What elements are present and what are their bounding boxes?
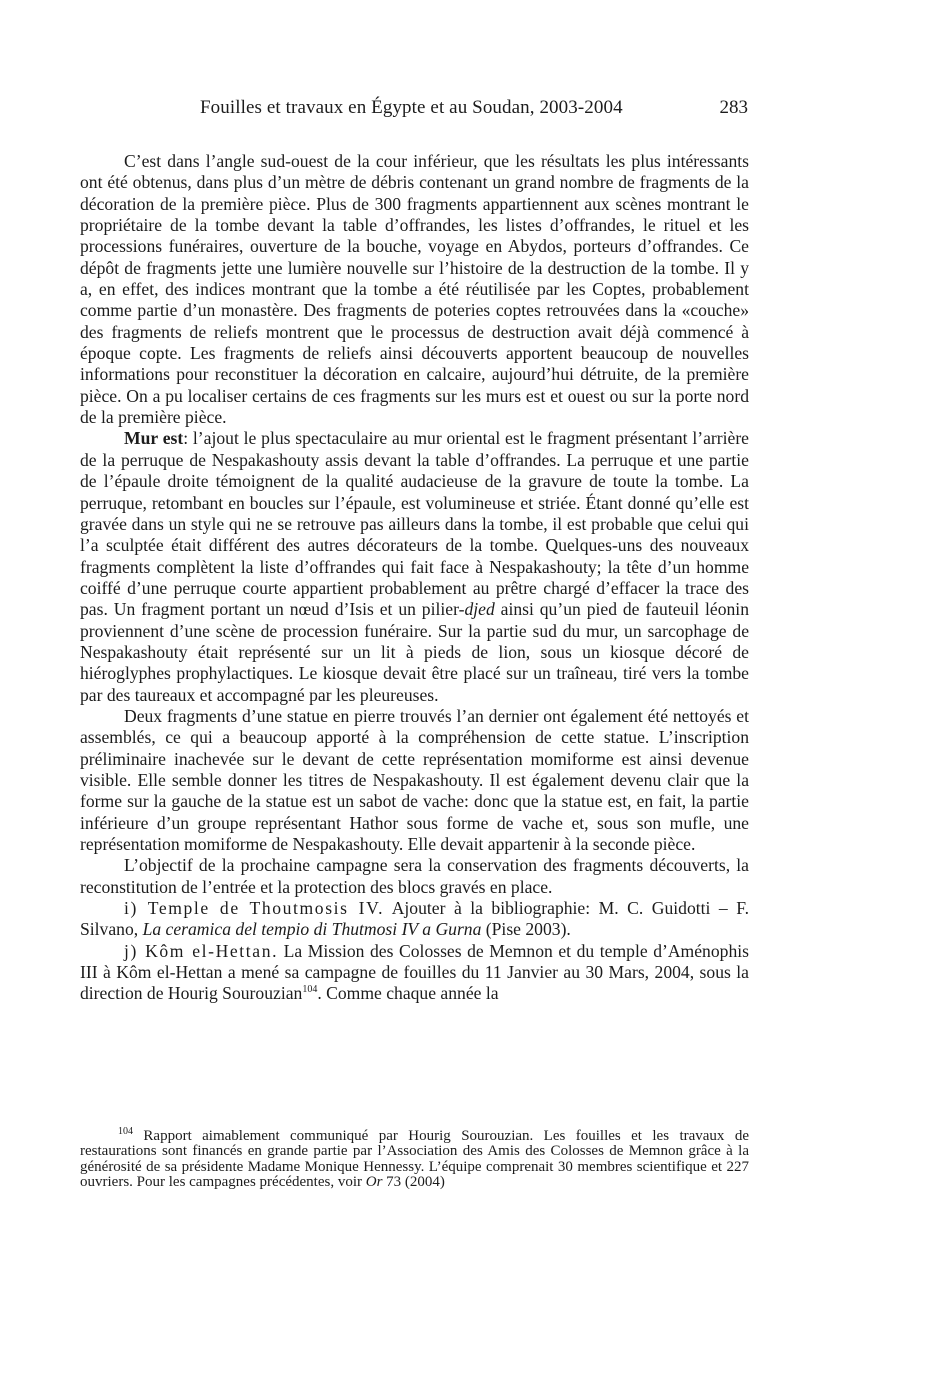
paragraph-kom-el-hettan	[80, 941, 749, 1005]
thoutmosis-text-a: Ajouter à la bibliographie: M. C. Guidotti – F. Silvano,	[80, 898, 749, 940]
paragraph-cour-inferieur: C’est dans l’angle sud-ouest de la cour inférieur, que les résultats les plus intéressants ont été obtenus, dans plus d’un mètre de débris contenant un grand nombre de fragments de la décoration de la première pièce. Plus de 300 fragments appartiennent aux scènes montrant le propriétaire de la tombe devant la table d’offrandes, les listes d’offrandes, le rituel et les processions funéraires, ouverture de la bouche, voyage en Abydos, porteurs d’offrandes. Ce dépôt de fragments jette une lumière nouvelle sur l’histoire de la destruction de la tombe. Il y a, en effet, des indices montrant que la tombe a été réutilisée par les Coptes, probablement comme partie d’un monastère. Des fragments de poteries coptes retrouvées dans la «couche» des fragments de reliefs montrent que le processus de destruction avait déjà commencé à époque copte. Les fragments de reliefs ainsi découverts apportent beaucoup de nouvelles informations pour reconstituer la décoration en calcaire, aujourd’hui détruite, de la première pièce. On a pu localiser certains de ces fragments sur les murs est et ouest ou sur la porte nord de la première pièce.	[80, 151, 749, 428]
paragraph-mur-est	[80, 428, 749, 705]
djed-term: djed	[464, 599, 495, 620]
mur-est-text-a: : l’ajout le plus spectaculaire au mur oriental est le fragment présentant l’arrière de la perruque de Nespakashouty assis devant la table d’offrandes. La perruque et une partie de l’épaule droite témoignent de la qualité audacieuse de la gravure de toute la tombe. La perruque, retombant en boucles sur l’épaule, est volumineuse et striée. Étant donné qu’elle est gravée dans un style qui ne se retrouve pas ailleurs dans la tombe, il est probable que celui qui l’a sculptée était différent des autres décorateurs de la tombe. Quelques-uns des nouveaux fragments complètent la liste d’offrandes qui fait face à Nespakashouty; la tête d’un homme coiffé d’une perruque courte appartient probablement au prêtre chargé d’effacer la trace des pas. Un fragment portant un nœud d’Isis et un pilier-	[80, 428, 749, 620]
thoutmosis-book-title: La ceramica del tempio di Thutmosi IV a Gurna	[142, 919, 482, 940]
footnote-text-b: 73 (2004)	[382, 1174, 445, 1191]
main-text	[80, 151, 749, 1005]
kom-el-hettan-text-b: . Comme chaque année la	[317, 983, 499, 1004]
footnotes	[80, 1126, 749, 1191]
mur-est-text-b: ainsi qu’un pied de fauteuil léonin proviennent d’une scène de procession funéraire. Sur la partie sud du mur, un sarcophage de Nespakashouty était représenté sur un lit à pieds de lion, sous un kiosque décoré de hiéroglyphes prophylactiques. Le kiosque devait être placé sur un traîneau, tiré vers la tombe par des taureaux et accompagné par les pleureuses.	[80, 599, 749, 705]
page-number: 283	[719, 97, 748, 118]
thoutmosis-heading: i) Temple de Thoutmosis IV.	[124, 898, 385, 919]
kom-el-hettan-heading: j) Kôm el-Hettan.	[124, 940, 279, 961]
paragraph-thoutmosis	[80, 898, 749, 941]
footnote-104	[80, 1126, 749, 1191]
kom-el-hettan-text-a: La Mission des Colosses de Memnon et du temple d’Aménophis III à Kôm el-Hettan a mené sa campagne de fouilles du 11 Janvier au 30 Mars, 2004, sous la direction de Hourig Sourouzian	[80, 940, 749, 1004]
footnote-reference: 104	[302, 984, 318, 996]
footnote-number: 104	[118, 1126, 133, 1137]
paragraph-objectif: L’objectif de la prochaine campagne sera la conservation des fragments découverts, la reconstitution de l’entrée et la protection des blocs gravés en place.	[80, 855, 749, 897]
thoutmosis-text-b: (Pise 2003).	[481, 919, 571, 940]
paragraph-statue: Deux fragments d’une statue en pierre trouvés l’an dernier ont également été nettoyés et assemblés, ce qui a beaucoup apporté à la compréhension de cette statue. L’inscription préliminaire inachevée sur le devant de cette représentation momiforme est ainsi devenue visible. Elle semble donner les titres de Nespakashouty. Il est également devenu clair que la forme sur la gauche de la statue est un sabot de vache: donc que la statue est, en fait, la partie inférieure d’un groupe représentant Hathor sous forme de vache et, sous son mufle, une représentation momiforme de Nespakashouty. Elle devait appartenir à la seconde pièce.	[80, 705, 749, 854]
running-title: Fouilles et travaux en Égypte et au Soudan, 2003-2004	[200, 97, 623, 118]
footnote-text-a: Rapport aimablement communiqué par Hourig Sourouzian. Les fouilles et les travaux de restaurations sont financés en grande partie par l’Association des Amis des Colosses de Memnon grâce à la générosité de sa présidente Madame Monique Hennessy. L’équipe comprenait 30 membres scientifique et 227 ouvriers. Pour les campagnes précédentes, voir	[80, 1128, 749, 1191]
mur-est-label: Mur est	[124, 428, 184, 449]
footnote-journal: Or	[365, 1174, 383, 1191]
